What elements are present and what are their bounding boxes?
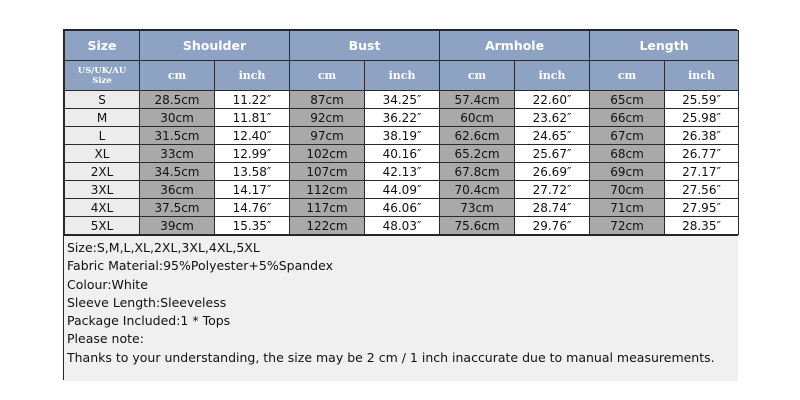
inch-value-cell: 26.38″ xyxy=(665,127,739,145)
table-row xyxy=(65,91,739,109)
cm-value-cell: 70.4cm xyxy=(440,181,515,199)
inch-value-cell: 25.67″ xyxy=(515,145,590,163)
inch-value-cell: 14.76″ xyxy=(215,199,290,217)
size-cell: 2XL xyxy=(65,163,140,181)
cm-value-cell: 102cm xyxy=(290,145,365,163)
cm-value-cell: 66cm xyxy=(590,109,665,127)
size-system-label-line2: Size xyxy=(92,75,112,86)
inch-value-cell: 28.74″ xyxy=(515,199,590,217)
inch-value-cell: 25.98″ xyxy=(665,109,739,127)
unit-inch-header: inch xyxy=(665,61,739,91)
inch-value-cell: 11.81″ xyxy=(215,109,290,127)
table-row xyxy=(65,109,739,127)
cm-value-cell: 57.4cm xyxy=(440,91,515,109)
note-colour: Colour:White xyxy=(67,276,148,292)
inch-value-cell: 26.77″ xyxy=(665,145,739,163)
table-row xyxy=(65,217,739,235)
cm-value-cell: 33cm xyxy=(140,145,215,163)
inch-value-cell: 11.22″ xyxy=(215,91,290,109)
cm-value-cell: 73cm xyxy=(440,199,515,217)
inch-value-cell: 48.03″ xyxy=(365,217,440,235)
inch-value-cell: 36.22″ xyxy=(365,109,440,127)
inch-value-cell: 22.60″ xyxy=(515,91,590,109)
cm-value-cell: 122cm xyxy=(290,217,365,235)
table-row xyxy=(65,181,739,199)
size-cell: 4XL xyxy=(65,199,140,217)
inch-value-cell: 12.99″ xyxy=(215,145,290,163)
inch-value-cell: 34.25″ xyxy=(365,91,440,109)
cm-value-cell: 75.6cm xyxy=(440,217,515,235)
table-row xyxy=(65,163,739,181)
cm-value-cell: 36cm xyxy=(140,181,215,199)
header-row xyxy=(65,31,739,61)
inch-value-cell: 46.06″ xyxy=(365,199,440,217)
size-header: Size xyxy=(65,31,140,61)
unit-cm-header: cm xyxy=(290,61,365,91)
cm-value-cell: 62.6cm xyxy=(440,127,515,145)
cm-value-cell: 68cm xyxy=(590,145,665,163)
unit-inch-header: inch xyxy=(515,61,590,91)
note-please-note: Please note: xyxy=(67,331,144,347)
note-sleeve: Sleeve Length:Sleeveless xyxy=(67,294,227,310)
inch-value-cell: 27.72″ xyxy=(515,181,590,199)
table-row xyxy=(65,199,739,217)
cm-value-cell: 92cm xyxy=(290,109,365,127)
cm-value-cell: 34.5cm xyxy=(140,163,215,181)
table-row xyxy=(65,145,739,163)
cm-value-cell: 67.8cm xyxy=(440,163,515,181)
inch-value-cell: 28.35″ xyxy=(665,217,739,235)
cm-value-cell: 117cm xyxy=(290,199,365,217)
inch-value-cell: 26.69″ xyxy=(515,163,590,181)
size-chart-table xyxy=(64,30,739,235)
cm-value-cell: 69cm xyxy=(590,163,665,181)
size-cell: M xyxy=(65,109,140,127)
cm-value-cell: 65.2cm xyxy=(440,145,515,163)
inch-value-cell: 15.35″ xyxy=(215,217,290,235)
table-row xyxy=(65,127,739,145)
size-cell: XL xyxy=(65,145,140,163)
cm-value-cell: 28.5cm xyxy=(140,91,215,109)
inch-value-cell: 25.59″ xyxy=(665,91,739,109)
note-disclaimer: Thanks to your understanding, the size may be 2 cm / 1 inch inaccurate due to manual measurements. xyxy=(67,349,715,365)
unit-cm-header: cm xyxy=(590,61,665,91)
inch-value-cell: 29.76″ xyxy=(515,217,590,235)
cm-value-cell: 87cm xyxy=(290,91,365,109)
cm-value-cell: 30cm xyxy=(140,109,215,127)
size-cell: 5XL xyxy=(65,217,140,235)
shoulder-header: Shoulder xyxy=(140,31,290,61)
product-notes xyxy=(64,235,738,381)
cm-value-cell: 60cm xyxy=(440,109,515,127)
note-sizes: Size:S,M,L,XL,2XL,3XL,4XL,5XL xyxy=(67,240,260,255)
size-chart-panel xyxy=(63,29,737,380)
inch-value-cell: 24.65″ xyxy=(515,127,590,145)
size-system-label xyxy=(65,61,140,91)
cm-value-cell: 112cm xyxy=(290,181,365,199)
size-cell: L xyxy=(65,127,140,145)
unit-cm-header: cm xyxy=(140,61,215,91)
armhole-header: Armhole xyxy=(440,31,590,61)
size-cell: S xyxy=(65,91,140,109)
inch-value-cell: 44.09″ xyxy=(365,181,440,199)
unit-header-row xyxy=(65,61,739,91)
inch-value-cell: 27.56″ xyxy=(665,181,739,199)
cm-value-cell: 39cm xyxy=(140,217,215,235)
unit-inch-header: inch xyxy=(215,61,290,91)
inch-value-cell: 27.17″ xyxy=(665,163,739,181)
cm-value-cell: 67cm xyxy=(590,127,665,145)
inch-value-cell: 42.13″ xyxy=(365,163,440,181)
size-cell: 3XL xyxy=(65,181,140,199)
inch-value-cell: 12.40″ xyxy=(215,127,290,145)
cm-value-cell: 71cm xyxy=(590,199,665,217)
cm-value-cell: 65cm xyxy=(590,91,665,109)
cm-value-cell: 107cm xyxy=(290,163,365,181)
bust-header: Bust xyxy=(290,31,440,61)
note-fabric: Fabric Material:95%Polyester+5%Spandex xyxy=(67,258,333,274)
unit-cm-header: cm xyxy=(440,61,515,91)
note-package: Package Included:1 * Tops xyxy=(67,313,231,329)
cm-value-cell: 31.5cm xyxy=(140,127,215,145)
cm-value-cell: 97cm xyxy=(290,127,365,145)
cm-value-cell: 37.5cm xyxy=(140,199,215,217)
unit-inch-header: inch xyxy=(365,61,440,91)
inch-value-cell: 13.58″ xyxy=(215,163,290,181)
cm-value-cell: 70cm xyxy=(590,181,665,199)
length-header: Length xyxy=(590,31,739,61)
inch-value-cell: 38.19″ xyxy=(365,127,440,145)
inch-value-cell: 23.62″ xyxy=(515,109,590,127)
inch-value-cell: 27.95″ xyxy=(665,199,739,217)
inch-value-cell: 14.17″ xyxy=(215,181,290,199)
inch-value-cell: 40.16″ xyxy=(365,145,440,163)
cm-value-cell: 72cm xyxy=(590,217,665,235)
size-system-label-line1: US/UK/AU xyxy=(77,65,127,76)
